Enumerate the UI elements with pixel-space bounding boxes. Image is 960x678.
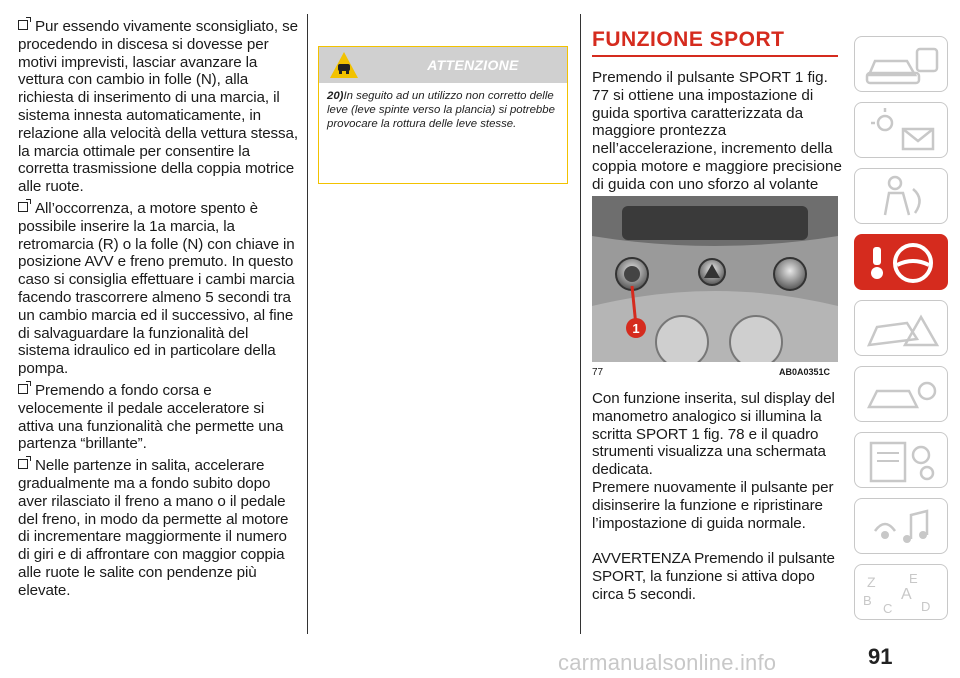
tab-index[interactable] [854, 564, 948, 620]
svg-text:Z: Z [867, 574, 876, 590]
paragraph: Pur essendo vivamente sconsigliato, se procedendo in discesa si dovesse per motivi imprevisti, lasciar avanzare la vettura con cambio in folle (N), alla richiesta di inserimento di una marcia, il sistema innesta automaticamente, in relazione alla velocità della vettura stessa, la marcia ottimale per consentire la corretta trasmissione della coppia motrice alle ruote. [18, 18, 298, 196]
paragraph: AVVERTENZA Premendo il pulsante SPORT, la funzione si attiva dopo circa 5 secondi. [592, 550, 835, 603]
paragraph: Premendo a fondo corsa e velocemente il pedale acceleratore si attiva una funzionalità che permette una partenza “brillante”. [18, 381, 284, 453]
warning-header [319, 47, 567, 83]
column-divider [580, 14, 581, 634]
column-divider [307, 14, 308, 634]
figure-image [592, 196, 838, 362]
svg-text:C: C [883, 601, 893, 616]
bullet-icon [18, 20, 28, 30]
figure-callout: 1 [632, 321, 640, 336]
paragraph: Premere nuovamente il pulsante per disinserire la funzione e ripristinare l’impostazione di guida normale. [592, 478, 834, 532]
bullet-icon [18, 202, 28, 212]
watermark: carmanualsonline.info [558, 650, 777, 675]
svg-text:A: A [901, 586, 912, 603]
svg-text:D: D [921, 599, 931, 614]
paragraph: Nelle partenze in salita, accelerare gradualmente ma a fondo subito dopo aver rilasciato il freno a mano o il pedale del freno, in modo da permette al motore di incrementare maggiormente il numero di giri e di affrontare con maggior coppia alle ruote le salite con pendenze più elevate. [18, 457, 289, 599]
svg-text:B: B [863, 593, 872, 608]
tab-multimedia[interactable] [854, 498, 948, 554]
warning-car-icon [329, 51, 359, 79]
right-column [592, 18, 842, 211]
bullet-icon [18, 384, 28, 394]
tab-car-info[interactable] [854, 36, 948, 92]
figure-number: 77 [592, 367, 604, 378]
steering-wheel-key-icon [855, 235, 949, 291]
specifications-icon [855, 433, 949, 489]
tab-dashboard-lights[interactable] [854, 102, 948, 158]
figure-caption [592, 367, 838, 378]
tab-specifications[interactable] [854, 432, 948, 488]
paragraph: Premendo il pulsante SPORT 1 fig. 77 si ottiene una impostazione di guida sportiva caratterizzata da maggiore prontezza nell’accelerazione, incremento della coppia motore e maggiore precisione di guida con uno sforzo al volante [592, 69, 842, 193]
figure-code: AB0A0351C [778, 367, 830, 377]
dashboard-photo [592, 196, 838, 362]
warning-box [318, 46, 568, 184]
left-column [18, 18, 298, 604]
warning-text: 20)In seguito ad un utilizzo non corretto delle leve (leve spinte verso la plancia) si potrebbe provocare la rottura delle leve stesse. [327, 90, 555, 130]
emergency-icon [855, 301, 949, 357]
bullet-icon [18, 459, 28, 469]
index-icon [855, 565, 949, 621]
paragraph: Con funzione inserita, sul display del manometro analogico si illumina la scritta SPORT 1 fig. 78 e il quadro strumenti visualizza una schermata dedicata. [592, 390, 835, 479]
tab-emergency[interactable] [854, 300, 948, 356]
safety-icon [855, 169, 949, 225]
page-number: 91 [868, 644, 893, 669]
multimedia-icon [855, 499, 949, 555]
warning-title: ATTENZIONE [427, 57, 519, 73]
maintenance-icon [855, 367, 949, 423]
dashboard-lights-icon [855, 103, 949, 159]
warning-ref: 20) [327, 90, 344, 102]
section-title: FUNZIONE SPORT [592, 28, 838, 57]
tab-safety[interactable] [854, 168, 948, 224]
chapter-sidebar [854, 36, 950, 630]
right-column-lower [592, 390, 842, 608]
paragraph: All’occorrenza, a motore spento è possibile inserire la 1a marcia, la retromarcia (R) o la folle (N) con chiave in posizione AVV e freno premuto. In questo caso si consiglia effettuare i cambi marcia facendo trascorrere almeno 5 secondi tra un cambio marcia ed il successivo, al fine di salvaguardare la funzionalità del sistema idraulico ed in particolare della pompa. [18, 199, 295, 378]
svg-text:E: E [909, 571, 918, 586]
tab-maintenance[interactable] [854, 366, 948, 422]
tab-starting-driving[interactable] [854, 234, 948, 290]
car-info-icon [855, 37, 949, 93]
